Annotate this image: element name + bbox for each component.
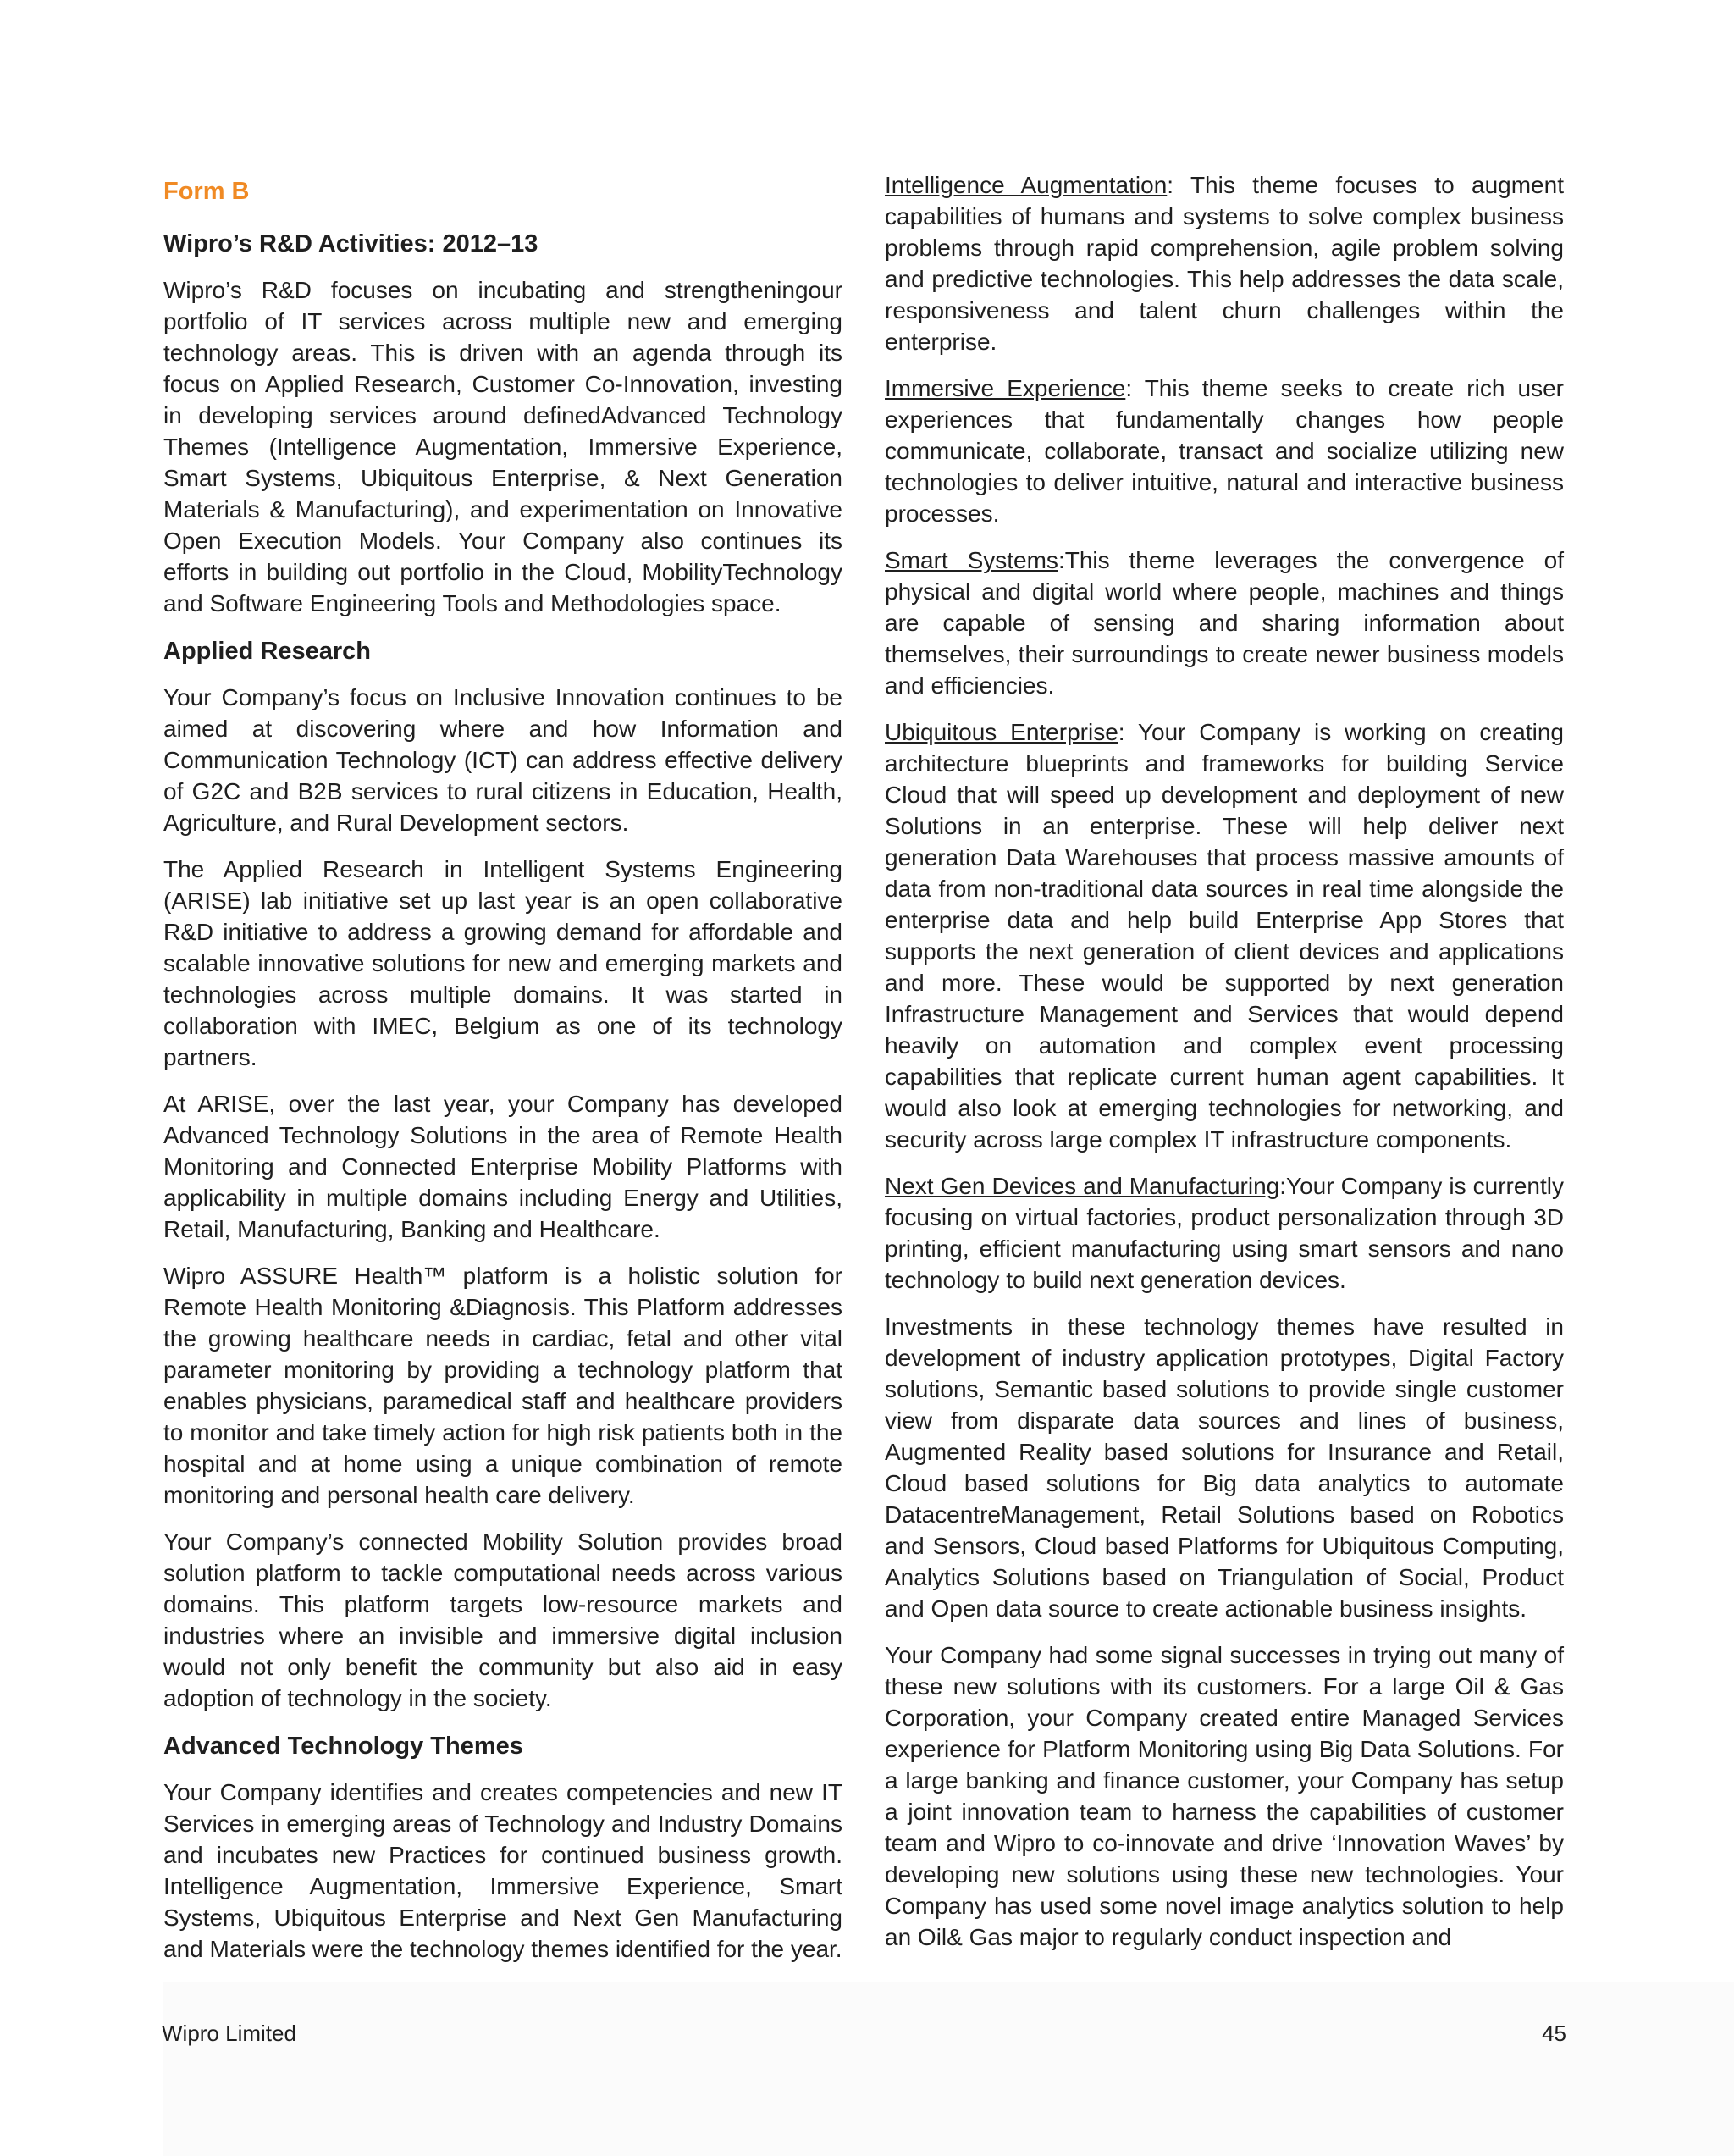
footer-page-number: 45: [1542, 2021, 1566, 2046]
left-column: [163, 169, 842, 1980]
theme-separator: :: [1167, 172, 1190, 198]
applied-research-heading: Applied Research: [163, 638, 371, 665]
theme-separator: :: [1125, 375, 1145, 401]
theme-name: Next Gen Devices and Manufacturing: [885, 1173, 1280, 1199]
theme-text: Your Company is working on creating architecture blueprints and frameworks for building Service Cloud that will speed up development and deployment of new Solutions in an enterprise. These will help deliver next generation Data Warehouses that process massive amounts of data from non-traditional data sources in real time alongside the enterprise data and help build Enterprise App Stores that supports the next generation of client devices and applications and more. These would be supported by next generation Infrastructure Management and Services that would depend heavily on automation and complex event processing capabilities that replicate current human agent capabilities. It would also look at emerging technologies for networking, and security across large complex IT infrastructure components.: [885, 719, 1564, 1153]
advanced-themes-heading: Advanced Technology Themes: [163, 1733, 523, 1760]
right-column: [885, 169, 1564, 1968]
form-label: Form B: [163, 178, 250, 205]
theme-name: Immersive Experience: [885, 375, 1126, 401]
intro-paragraph: Wipro’s R&D focuses on incubating and strengtheningour portfolio of IT services across multiple new and emerging technology areas. This is driven with an agenda through its focus on Applied Research, Customer Co-Innovation, investing in developing services around definedAdvanced Technology Themes (Intelligence Augmentation, Immersive Experience, Smart Systems, Ubiquitous Enterprise, & Next Generation Materials & Manufacturing), and experimentation on Innovative Open Execution Models. Your Company also continues its efforts in building out portfolio in the Cloud, MobilityTechnology and Software Engineering Tools and Methodologies space.: [163, 277, 842, 616]
page-title: Wipro’s R&D Activities: 2012–13: [163, 230, 538, 257]
theme-separator: :: [1058, 547, 1065, 573]
theme-name: Smart Systems: [885, 547, 1058, 573]
applied-research-paragraph: The Applied Research in Intelligent Systems Engineering (ARISE) lab initiative set up last year is an open collaborative R&D initiative to address a growing demand for affordable and scalable innovative solutions for new and emerging markets and technologies across multiple domains. It was started in collaboration with IMEC, Belgium as one of its technology partners.: [163, 856, 842, 1070]
theme-paragraph: [885, 169, 1564, 357]
theme-separator: :: [1279, 1173, 1286, 1199]
applied-research-paragraph: Wipro ASSURE Health™ platform is a holistic solution for Remote Health Monitoring &Diagnosis. This Platform addresses the growing healthcare needs in cardiac, fetal and other vital parameter monitoring by providing a technology platform that enables physicians, paramedical staff and healthcare providers to monitor and take timely action for high risk patients both in the hospital and at home using a unique combination of remote monitoring and personal health care delivery.: [163, 1263, 842, 1508]
successes-paragraph: Your Company had some signal successes in trying out many of these new solutions with its customers. For a large Oil & Gas Corporation, your Company created entire Managed Services experience for Platform Monitoring using Big Data Solutions. For a large banking and finance customer, your Company has setup a joint innovation team to harness the capabilities of customer team and Wipro to co-innovate and drive ‘Innovation Waves’ by developing new solutions using these new technologies. Your Company has used some novel image analytics solution to help an Oil& Gas major to regularly conduct inspection and: [885, 1642, 1564, 1950]
investments-paragraph: Investments in these technology themes have resulted in development of industry application prototypes, Digital Factory solutions, Semantic based solutions to provide single customer view from disparate data sources and lines of business, Augmented Reality based solutions for Insurance and Retail, Cloud based solutions for Big data analytics to automate DatacentreManagement, Retail Solutions based on Robotics and Sensors, Cloud based Platforms for Ubiquitous Computing, Analytics Solutions based on Triangulation of Social, Product and Open data source to create actionable business insights.: [885, 1313, 1564, 1622]
footer-company: Wipro Limited: [162, 2021, 296, 2046]
theme-paragraph: [885, 1170, 1564, 1296]
theme-name: Ubiquitous Enterprise: [885, 719, 1118, 745]
footer-tint: [163, 1982, 1734, 2156]
applied-research-paragraph: Your Company’s focus on Inclusive Innovation continues to be aimed at discovering where and how Information and Communication Technology (ICT) can address effective delivery of G2C and B2B services to rural citizens in Education, Health, Agriculture, and Rural Development sectors.: [163, 684, 842, 836]
theme-name: Intelligence Augmentation: [885, 172, 1168, 198]
theme-separator: :: [1118, 719, 1138, 745]
advanced-themes-paragraph: Your Company identifies and creates competencies and new IT Services in emerging areas of Technology and Industry Domains and incubates new Practices for continued business growth. Intelligence Augmentation, Immersive Experience, Smart Systems, Ubiquitous Enterprise and Next Gen Manufacturing and Materials were the technology themes identified for the year.: [163, 1779, 842, 1962]
theme-text: This theme seeks to create rich user experiences that fundamentally changes how people communicate, collaborate, transact and socialize utilizing new technologies to deliver intuitive, natural and interactive business processes.: [885, 375, 1564, 527]
theme-text: This theme leverages the convergence of physical and digital world where people, machines and things are capable of sensing and sharing information about themselves, their surroundings to create newer business models and efficiencies.: [885, 547, 1564, 699]
applied-research-paragraph: At ARISE, over the last year, your Company has developed Advanced Technology Solutions in the area of Remote Health Monitoring and Connected Enterprise Mobility Platforms with applicability in multiple domains including Energy and Utilities, Retail, Manufacturing, Banking and Healthcare.: [163, 1091, 842, 1242]
theme-paragraph: [885, 373, 1564, 529]
applied-research-paragraph: Your Company’s connected Mobility Solution provides broad solution platform to tackle computational needs across various domains. This platform targets low-resource markets and industries where an invisible and immersive digital inclusion would not only benefit the community but also aid in easy adoption of technology in the society.: [163, 1529, 842, 1711]
theme-paragraph: [885, 545, 1564, 701]
theme-text: Your Company is currently focusing on virtual factories, product personalization through 3D printing, efficient manufacturing using smart sensors and nano technology to build next generation devices.: [885, 1173, 1564, 1293]
theme-text: This theme focuses to augment capabilities of humans and systems to solve complex business problems through rapid comprehension, agile problem solving and predictive technologies. This help addresses the data scale, responsiveness and talent churn challenges within the enterprise.: [885, 172, 1564, 355]
theme-paragraph: [885, 716, 1564, 1155]
